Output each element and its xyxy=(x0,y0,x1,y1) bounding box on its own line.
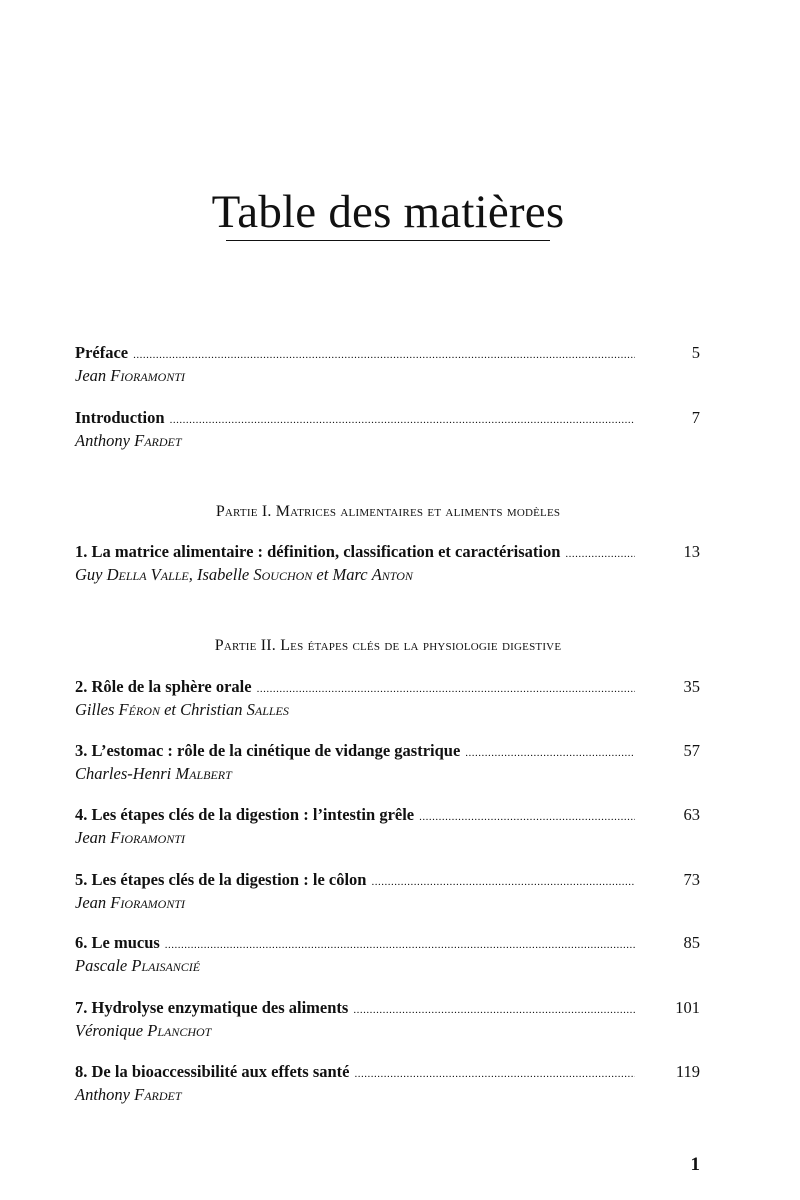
toc-entry-chapter-8[interactable] xyxy=(75,1060,700,1106)
part-heading-2: Partie II. Les étapes clés de la physiologie digestive xyxy=(214,637,562,654)
dot-leader xyxy=(419,805,635,829)
toc-entry-chapter-4[interactable] xyxy=(75,803,700,849)
dot-leader xyxy=(170,408,635,432)
toc-entry-page: 85 xyxy=(683,933,700,952)
dot-leader xyxy=(355,1062,636,1086)
toc-entry-title: 4. Les étapes clés de la digestion : l’intestin grêle xyxy=(75,805,415,824)
toc-entry-author xyxy=(75,365,700,387)
toc-entry-page: 101 xyxy=(675,998,700,1017)
author-text: Anthony xyxy=(75,1085,135,1104)
toc-entry-chapter-1[interactable] xyxy=(75,540,700,586)
author-text: et Marc xyxy=(312,565,372,584)
toc-entry-line xyxy=(75,1060,700,1084)
toc-entry-author xyxy=(75,955,700,977)
toc-entry-title: 7. Hydrolyse enzymatique des aliments xyxy=(75,998,349,1017)
toc-entry-line xyxy=(75,739,700,763)
toc-entry-line xyxy=(75,540,700,564)
toc-entry-title: 2. Rôle de la sphère orale xyxy=(75,677,252,696)
author-text: Jean xyxy=(75,893,111,912)
toc-entry-author xyxy=(75,763,700,785)
toc-entry-line xyxy=(75,406,700,430)
author-surname: Féron xyxy=(118,700,160,719)
page-title: Table des matières xyxy=(211,186,565,238)
author-surname: Fardet xyxy=(134,1085,182,1104)
author-text: , Isabelle xyxy=(188,565,254,584)
author-surname: Plaisancié xyxy=(131,956,201,975)
toc-entry-author xyxy=(75,892,700,914)
toc-entry-chapter-7[interactable] xyxy=(75,996,700,1042)
toc-entry-page: 63 xyxy=(683,805,700,824)
author-surname: Anton xyxy=(371,565,413,584)
page-number: 1 xyxy=(690,1154,700,1175)
toc-entry-page: 7 xyxy=(691,408,700,427)
toc-entry-author xyxy=(75,430,700,452)
title-underline xyxy=(226,240,550,241)
dot-leader xyxy=(565,542,635,566)
toc-entry-author xyxy=(75,699,700,721)
dot-leader xyxy=(465,741,635,765)
author-surname: Fardet xyxy=(134,431,182,450)
toc-entry-page: 73 xyxy=(683,870,700,889)
author-text: Guy xyxy=(75,565,107,584)
toc-entry-introduction[interactable] xyxy=(75,406,700,452)
author-surname: Planchot xyxy=(147,1021,212,1040)
toc-entry-chapter-3[interactable] xyxy=(75,739,700,785)
toc-entry-chapter-2[interactable] xyxy=(75,675,700,721)
author-text: et Christian xyxy=(159,700,247,719)
author-text: Gilles xyxy=(75,700,119,719)
toc-entry-page: 57 xyxy=(683,741,700,760)
toc-entry-line xyxy=(75,868,700,892)
dot-leader xyxy=(353,998,635,1022)
toc-entry-title: 5. Les étapes clés de la digestion : le côlon xyxy=(75,870,367,889)
author-surname: Salles xyxy=(246,700,289,719)
toc-entry-author xyxy=(75,1020,700,1042)
author-text: Véronique xyxy=(75,1021,148,1040)
toc-entry-page: 35 xyxy=(683,677,700,696)
toc-entry-line xyxy=(75,341,700,365)
author-surname: Malbert xyxy=(175,764,232,783)
dot-leader xyxy=(133,343,635,367)
author-surname: Della Valle xyxy=(106,565,189,584)
toc-entry-page: 5 xyxy=(691,343,700,362)
toc-entry-author xyxy=(75,1084,700,1106)
toc-entry-title: 1. La matrice alimentaire : définition, classification et caractérisation xyxy=(75,542,561,561)
toc-entry-author xyxy=(75,564,700,586)
toc-entry-author xyxy=(75,827,700,849)
toc-entry-chapter-5[interactable] xyxy=(75,868,700,914)
author-surname: Souchon xyxy=(253,565,313,584)
toc-entry-line xyxy=(75,675,700,699)
toc-entry-line xyxy=(75,931,700,955)
part-heading-1: Partie I. Matrices alimentaires et aliments modèles xyxy=(215,503,561,520)
author-surname: Fioramonti xyxy=(110,893,186,912)
dot-leader xyxy=(165,933,635,957)
author-text: Charles-Henri xyxy=(75,764,176,783)
toc-entry-chapter-6[interactable] xyxy=(75,931,700,977)
toc-entry-line xyxy=(75,996,700,1020)
toc-entry-line xyxy=(75,803,700,827)
toc-entry-preface[interactable] xyxy=(75,341,700,387)
author-text: Anthony xyxy=(75,431,135,450)
author-surname: Fioramonti xyxy=(110,366,186,385)
author-text: Pascale xyxy=(75,956,132,975)
toc-entry-page: 119 xyxy=(675,1062,700,1081)
author-surname: Fioramonti xyxy=(110,828,186,847)
toc-entry-title: 3. L’estomac : rôle de la cinétique de vidange gastrique xyxy=(75,741,461,760)
dot-leader xyxy=(371,870,635,894)
toc-entry-page: 13 xyxy=(683,542,700,561)
toc-entry-title: Préface xyxy=(75,343,129,362)
author-text: Jean xyxy=(75,366,111,385)
dot-leader xyxy=(257,677,635,701)
author-text: Jean xyxy=(75,828,111,847)
toc-entry-title: Introduction xyxy=(75,408,165,427)
toc-entry-title: 6. Le mucus xyxy=(75,933,160,952)
toc-entry-title: 8. De la bioaccessibilité aux effets santé xyxy=(75,1062,350,1081)
